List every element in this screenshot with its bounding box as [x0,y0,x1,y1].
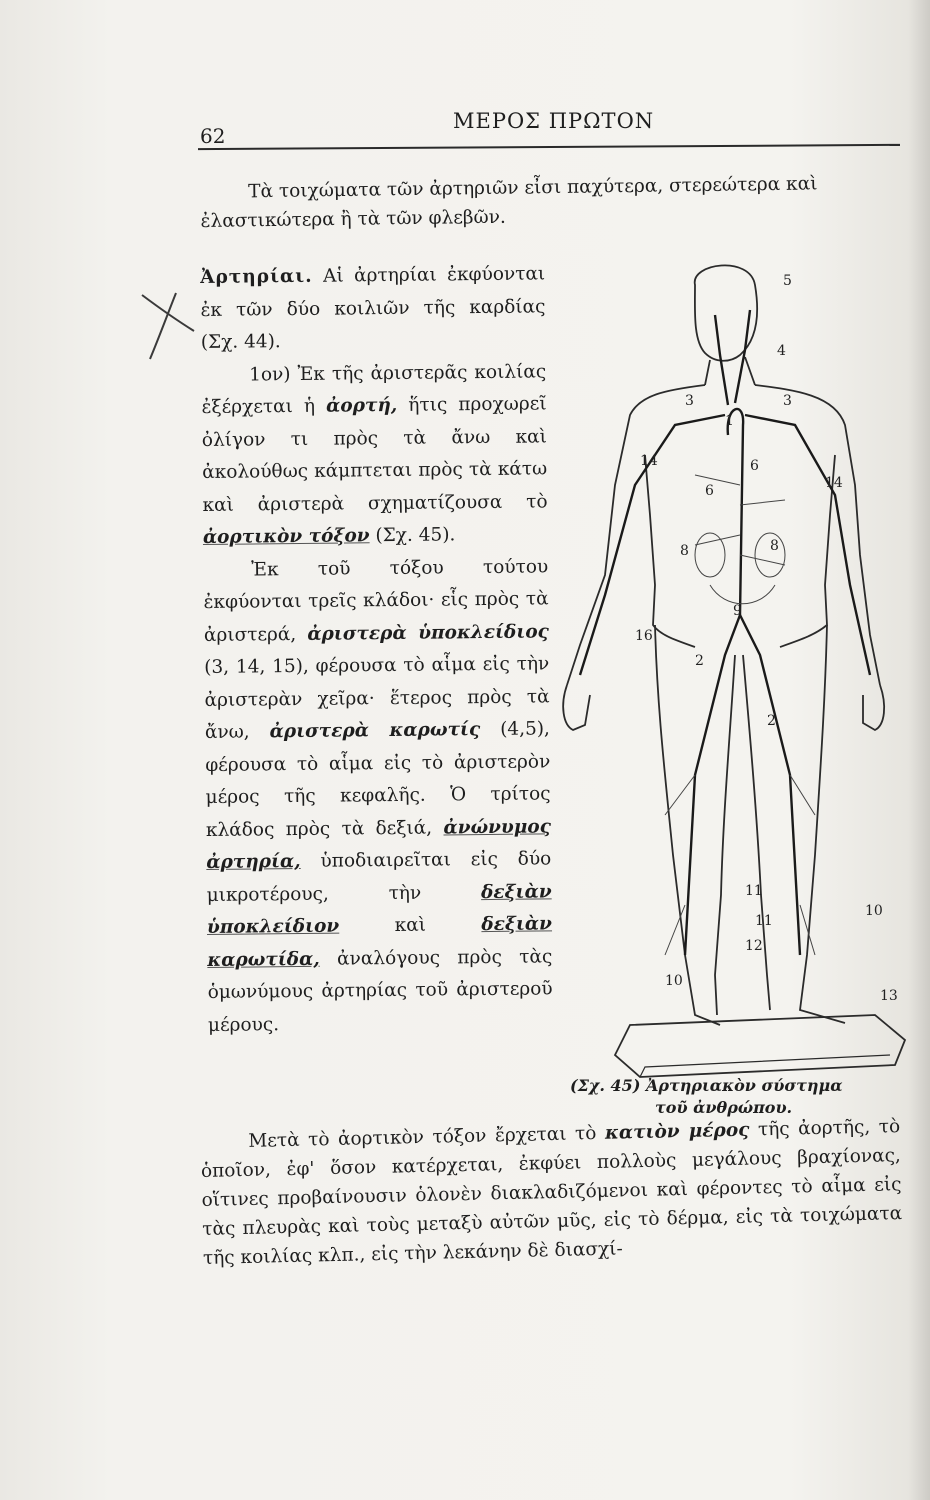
term-right-subclavian: δεξιὰν ὑποκλείδιον [206,880,552,938]
figure-label: 11 [745,883,763,899]
running-head: ΜΕΡΟΣ ΠΡΩΤΟΝ [453,109,655,133]
handwritten-cross-mark [138,285,198,365]
arterial-system-illustration [545,255,925,1090]
figure-label: 10 [665,973,683,989]
conjunction-text: καὶ [394,914,427,936]
figure-label: 4 [777,343,786,359]
figure-right-hand [863,685,884,730]
aorta-vessel [685,409,743,955]
figure-label: 12 [745,938,763,954]
figure-label: 3 [783,393,792,409]
figure-left-hand [563,685,590,730]
figure-ref: (Σχ. 45). [375,524,456,547]
figure-label: 14 [825,475,843,491]
figure-left-leg [655,625,720,1025]
left-ventricle-text: 1ον) Ἐκ τῆς ἀριστερᾶς κοιλίας ἐξέρχεται ἡ [201,360,547,418]
bottom-paragraph [200,1112,903,1273]
header-rule [198,144,900,150]
caption-line-2: τοῦ ἀνθρώπου. [655,1098,793,1117]
figure-label: 5 [783,273,792,289]
figure-right-leg [800,625,845,1023]
figure-head [695,265,757,360]
bottom-text-rest: τῆς ἀορτῆς, τὸ ὁποῖον, ἐφ' ὅσον κατέρχεται, ἐκφύει πολλοὺς μεγάλους βραχίονας, οἵτινες προβαίνουσιν ὁλονὲν διακλαδιζόμενοι καὶ φέροντες τὸ αἷμα εἰς τὰς πλευρὰς καὶ τοὺς μεταξὺ αὐτῶν μῦς, εἰς τὸ δέρμα, εἰς τὰ τοιχώματα τῆς κοιλίας κλπ., εἰς τὴν λεκάνην δὲ διασχί- [200,1116,903,1269]
homologous-text: ἀναλόγους πρὸς τὰς ὁμωνύμους ἀρτηρίας τοῦ ἀριστεροῦ μέρους. [207,945,553,1036]
term-descending-aorta: κατιὸν μέρος [604,1119,750,1144]
figure-label: 10 [865,903,883,919]
aorta-description: ἥτις προχωρεῖ ὀλίγον τι πρὸς τὰ ἄνω καὶ ἀκολούθως κάμπτεται πρὸς τὰ κάτω καὶ ἀριστερὰ σχηματίζουσα τὸ [201,393,548,516]
term-aortic-arch: ἀορτικὸν τόξον [202,525,370,548]
page-number: 62 [200,124,226,148]
figure-label: 8 [680,543,689,559]
figure-label: 13 [880,988,898,1004]
term-left-subclavian: ἀριστερὰ ὑποκλείδιος [307,620,549,645]
figure-label: 6 [705,483,714,499]
left-column-text [200,258,553,1042]
term-innominate-artery: ἀνώνυμος ἀρτηρία, [206,815,552,873]
figure-label: 8 [770,538,779,554]
figure-label: 9 [733,603,742,619]
branches-text: Ἐκ τοῦ τόξου τούτου ἐκφύονται τρεῖς κλάδοι· εἷς πρὸς τὰ ἀριστερά, [203,555,549,646]
figure-label: 3 [685,393,694,409]
figure-label: 14 [640,453,658,469]
bottom-text-lead: Μετὰ τὸ ἀορτικὸν τόξον ἔρχεται τὸ [248,1123,597,1152]
innominate-text: ὑποδιαιρεῖται εἰς δύο μικροτέρους, τὴν [206,848,552,906]
left-carotid-text: (4,5), φέρουσα τὸ αἷμα εἰς τὸ ἀριστερὸν μέρος τῆς κεφαλῆς. Ὁ τρίτος κλάδος πρὸς τὰ δεξιά, [205,718,551,841]
caption-line-1: (Σχ. 45) Ἀρτηριακὸν σύστημα [570,1076,843,1095]
figure-label: 1 [725,413,734,429]
figure-label: 11 [755,913,773,929]
intro-paragraph: Τὰ τοιχώματα τῶν ἀρτηριῶν εἶσι παχύτερα, στερεώτερα καὶ ἐλαστικώτερα ἢ τὰ τῶν φλεβῶν. [200,173,818,232]
figure-base-plate [615,1015,905,1077]
section-heading: Ἀρτηρίαι. [200,265,313,288]
figure-label: 2 [695,653,704,669]
left-subclavian-text: (3, 14, 15), φέρουσα τὸ αἷμα εἰς τὴν ἀριστερὰν χεῖρα· ἕτερος πρὸς τὰ ἄνω, [204,653,550,743]
figure-label: 16 [635,628,653,644]
term-left-carotid: ἀριστερὰ καρωτίς [269,719,481,743]
term-right-carotid: δεξιὰν καρωτίδα, [207,913,553,971]
arteries-intro-text: Αἱ ἀρτηρίαι ἐκφύονται ἐκ τῶν δύο κοιλιῶν τῆς καρδίας (Σχ. 44). [200,263,546,353]
term-aorta: ἀορτή, [325,394,398,417]
figure-label: 2 [767,713,776,729]
figure-label: 6 [750,458,759,474]
